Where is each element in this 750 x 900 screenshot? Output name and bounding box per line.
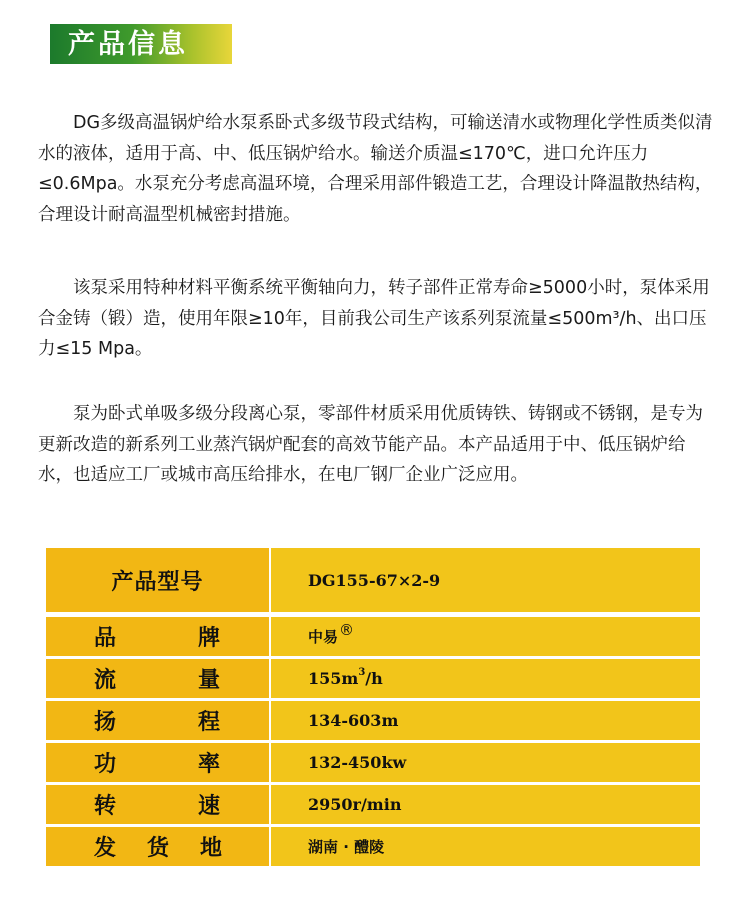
- section-heading: 产品信息: [68, 28, 188, 60]
- spec-value-head: 134-603m: [308, 711, 399, 730]
- spec-value-model: DG155-67×2-9: [308, 570, 441, 590]
- spec-label-head: 扬 程: [46, 701, 269, 740]
- registered-mark: ®: [339, 620, 355, 639]
- spec-table: [46, 548, 700, 869]
- spec-value-speed: 2950r/min: [308, 795, 402, 814]
- spec-row-flow: [46, 659, 700, 698]
- spec-value-flow: 155m 3 /h: [308, 667, 383, 688]
- spec-label-flow: 流 量: [46, 659, 269, 698]
- spec-value-power: 132-450kw: [308, 753, 407, 772]
- spec-row-model: [46, 548, 700, 612]
- spec-label-brand: 品 牌: [46, 617, 269, 656]
- spec-label-origin: 发 货 地: [46, 827, 269, 866]
- description-paragraph-1: DG多级高温锅炉给水泵系卧式多级节段式结构，可输送清水或物理化学性质类似清水的液体，适用于高、中、低压锅炉给水。输送介质温≤170℃，进口允许压力≤0.6Mpa。水泵充分考虑高温环境，合理采用部件锻造工艺，合理设计降温散热结构，合理设计耐高温型机械密封措施。: [38, 113, 713, 225]
- spec-value-brand: 中易 ®: [308, 620, 355, 646]
- section-heading-banner: [50, 24, 232, 64]
- description-paragraph-2: 该泵采用特种材料平衡系统平衡轴向力，转子部件正常寿命≥5000小时，泵体采用合金铸（锻）造，使用年限≥10年，目前我公司生产该系列泵流量≤500m³/h、出口压力≤15 Mpa。: [38, 278, 710, 359]
- spec-value-origin: 湖南 · 醴陵: [308, 838, 385, 856]
- description-paragraph-3: 泵为卧式单吸多级分段离心泵，零部件材质采用优质铸铁、铸钢或不锈钢，是专为更新改造的新系列工业蒸汽锅炉配套的高效节能产品。本产品适用于中、低压锅炉给水，也适应工厂或城市高压给排水，在电厂钢厂企业广泛应用。: [38, 404, 703, 485]
- spec-row-power: [46, 743, 700, 782]
- spec-label-model: 产品型号: [46, 548, 269, 612]
- spec-label-speed: 转 速: [46, 785, 269, 824]
- spec-row-head: [46, 701, 700, 740]
- spec-row-brand: [46, 617, 700, 656]
- spec-label-power: 功 率: [46, 743, 269, 782]
- spec-row-speed: [46, 785, 700, 824]
- spec-row-origin: [46, 827, 700, 866]
